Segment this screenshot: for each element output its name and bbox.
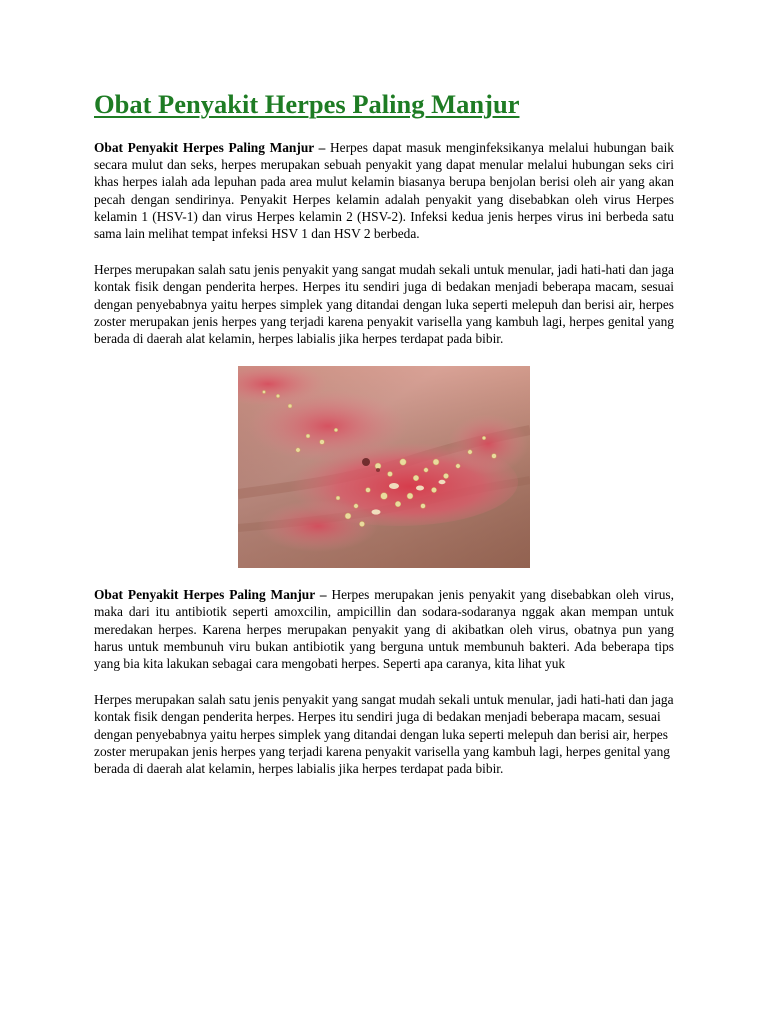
transmission-paragraph-repeat — [94, 691, 674, 777]
transmission-paragraph — [94, 261, 674, 347]
document-page — [94, 86, 674, 796]
treatment-paragraph — [94, 586, 674, 672]
page-title: Obat Penyakit Herpes Paling Manjur — [94, 89, 520, 119]
paragraph-text: Herpes merupakan jenis penyakit yang disebabkan oleh virus, maka dari itu antibiotik seperti amoxcilin, ampicillin dan sodara-sodaranya nggak akan mempan untuk meredakan herpes. Karena herpes merupakan penyakit yang di akibatkan oleh virus, obatnya pun yang harus untuk membunuh viru bukan antibiotik yang berguna untuk membunuh bakteri. Ada beberapa tips yang bia kita lakukan sebagai cara mengobati herpes. Seperti apa caranya, kita lihat yuk — [94, 587, 674, 672]
herpes-skin-photo — [238, 366, 530, 568]
paragraph-text: Herpes merupakan salah satu jenis penyakit yang sangat mudah sekali untuk menular, jadi hati-hati dan jaga kontak fisik dengan penderita herpes. Herpes itu sendiri juga di bedakan menjadi beberapa macam, sesuai dengan penyebabnya yaitu herpes simplek yang ditandai dengan luka seperti melepuh dan berisi air, herpes zoster merupakan jenis herpes yang terjadi karena penyakit varisella yang kambuh lagi, herpes genital yang berada di daerah alat kelamin, herpes labialis jika herpes terdapat pada bibir. — [94, 262, 674, 347]
paragraph-text: Herpes dapat masuk menginfeksikanya melalui hubungan baik secara mulut dan seks, herpes merupakan sebuah penyakit yang dapat menular melalui hubungan seks ciri khas herpes ialah ada lepuhan pada area mulut kelamin biasanya berupa benjolan berisi oleh air yang akan pecah dengan sendirinya. Penyakit Herpes kelamin adalah penyakit yang disebabkan oleh virus Herpes kelamin 1 (HSV-1) dan virus Herpes kelamin 2 (HSV-2). Infeksi kedua jenis herpes virus ini berbeda satu sama lain melihat tempat infeksi HSV 1 dan HSV 2 berbeda. — [94, 140, 674, 242]
paragraph-lead: Obat Penyakit Herpes Paling Manjur – — [94, 140, 326, 155]
intro-paragraph — [94, 139, 674, 242]
paragraph-lead: Obat Penyakit Herpes Paling Manjur – — [94, 587, 327, 603]
paragraph-text: Herpes merupakan salah satu jenis penyakit yang sangat mudah sekali untuk menular, jadi hati-hati dan jaga kontak fisik dengan penderita herpes. Herpes itu sendiri juga di bedakan menjadi beberapa macam, sesuai dengan penyebabnya yaitu herpes simplek yang ditandai dengan luka seperti melepuh dan berisi air, herpes zoster merupakan jenis herpes yang terjadi karena penyakit varisella yang kambuh lagi, herpes genital yang berada di daerah alat kelamin, herpes labialis jika herpes terdapat pada bibir. — [94, 692, 674, 777]
